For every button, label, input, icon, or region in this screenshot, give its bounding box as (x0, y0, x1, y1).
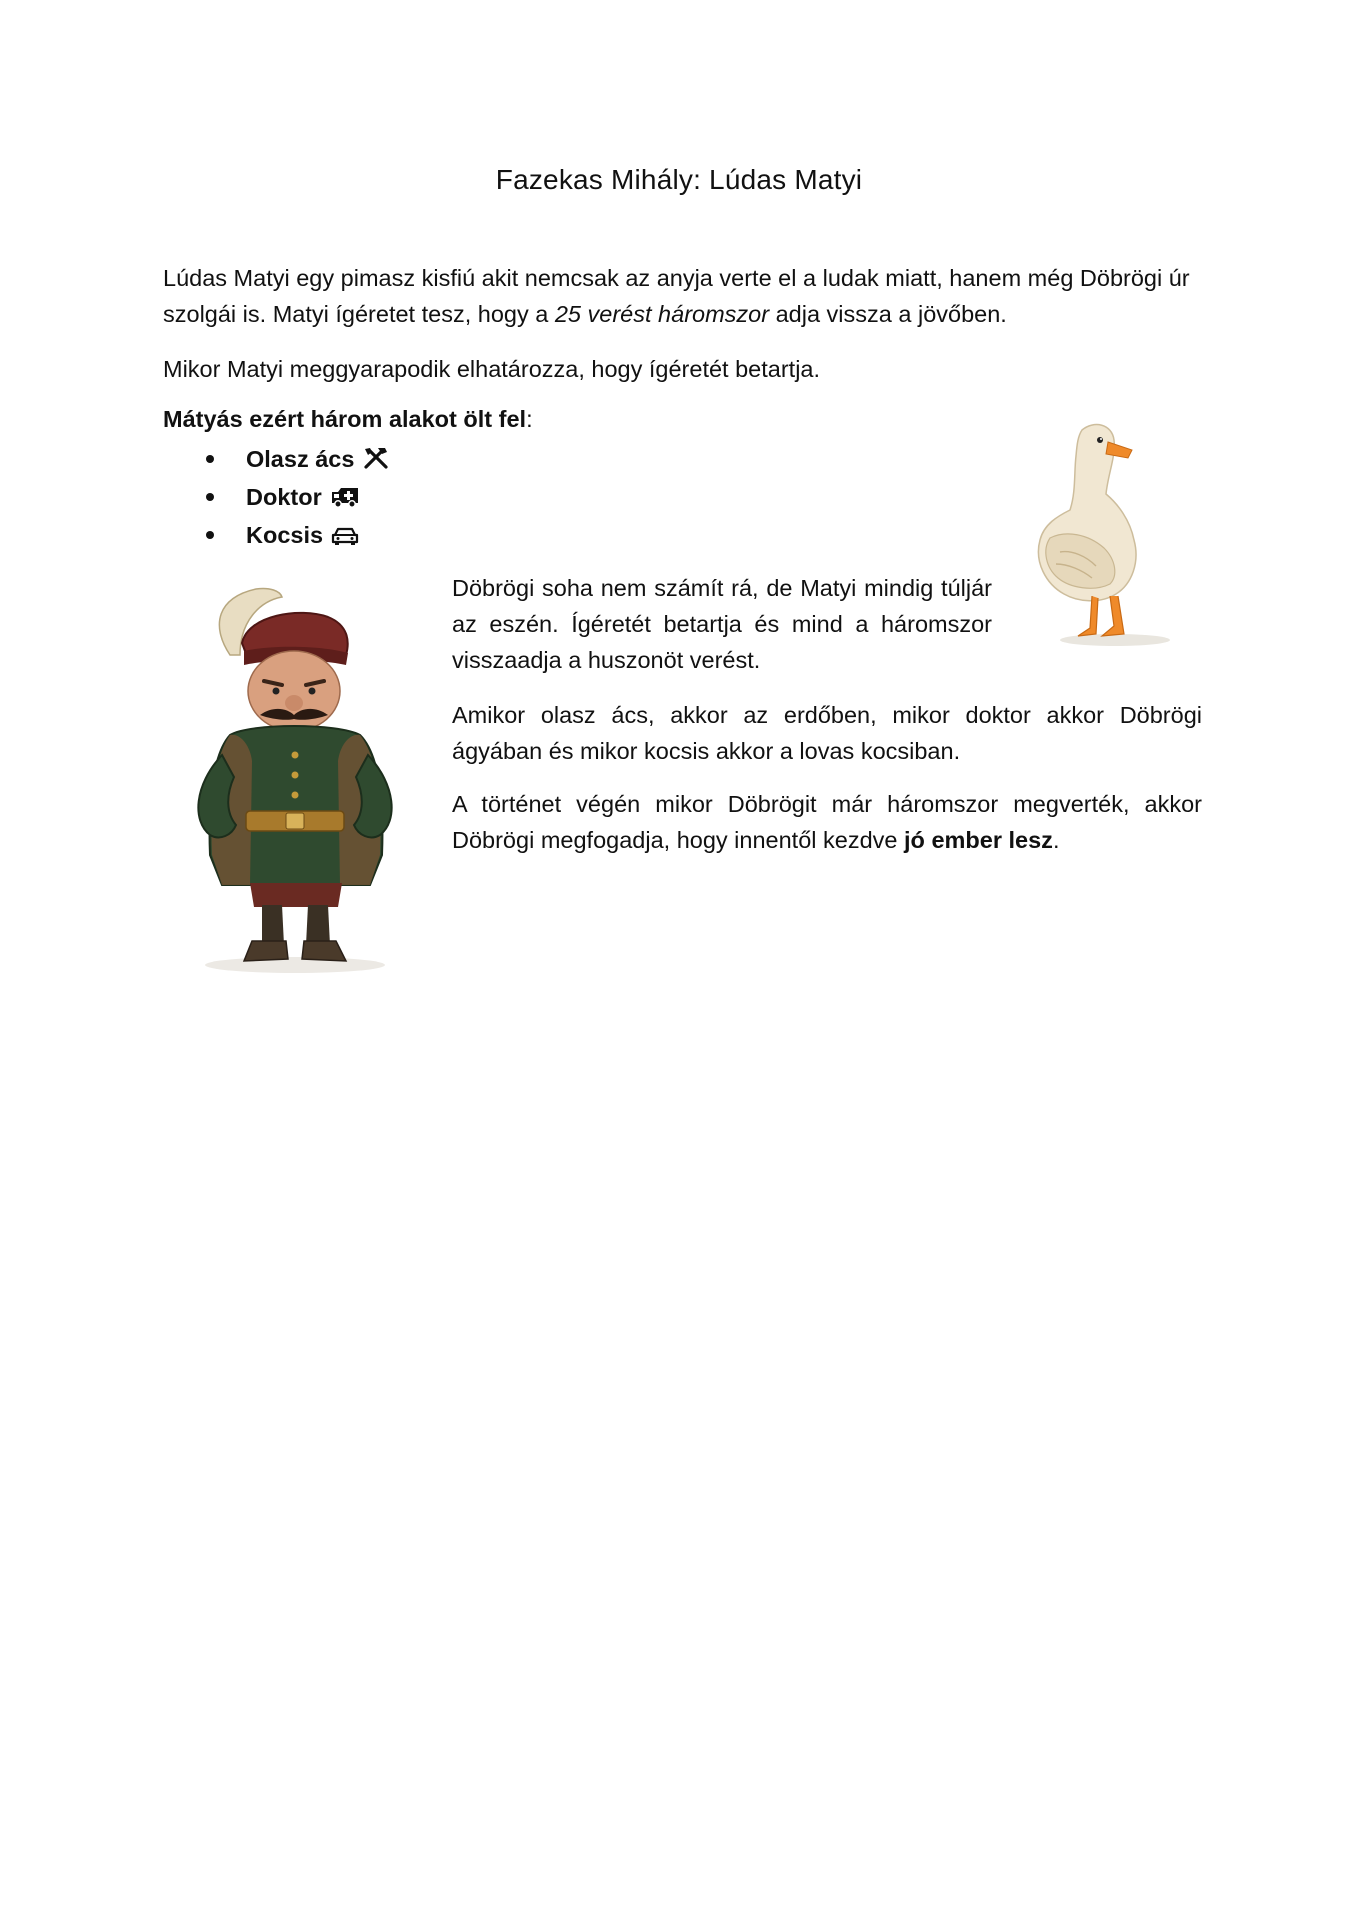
document-title: Fazekas Mihály: Lúdas Matyi (495, 164, 863, 195)
goose-illustration (1020, 412, 1180, 652)
list-heading-text: Mátyás ezért három alakot ölt fel (163, 406, 527, 432)
intro-text-1: Lúdas Matyi egy pimasz kisfiú akit nemcsak az anyja verte el a ludak miatt, hanem még Döbrögi úr szolgái is. Matyi ígéretet tesz, hogy a (163, 265, 1190, 327)
list-item (163, 478, 390, 516)
intro-text-2: adja vissza a jövőben. (769, 301, 1007, 327)
list-item (163, 440, 390, 478)
paragraph-5-text-2: . (1052, 827, 1060, 853)
list-heading-colon: : (526, 406, 533, 432)
paragraph-4: Amikor olasz ács, akkor az erdőben, mikor doktor akkor Döbrögi ágyában és mikor kocsis akkor a lovas kocsiban. (452, 702, 1202, 764)
paragraph-3: Döbrögi soha nem számít rá, de Matyi mindig túljár az eszén. Ígéretét betartja és mind a háromszor visszaadja a huszonöt verést. (452, 575, 992, 673)
paragraph-5-bold: jó ember lesz (904, 827, 1053, 853)
list-item (163, 516, 390, 554)
list-item-label: Doktor (246, 484, 322, 510)
forms-list (163, 440, 390, 554)
car-icon (331, 519, 359, 557)
intro-emphasis: 25 verést háromszor (554, 301, 770, 327)
tools-icon (362, 443, 390, 481)
list-item-label: Olasz ács (246, 446, 355, 472)
list-item-label: Kocsis (246, 522, 324, 548)
paragraph-2: Mikor Matyi meggyarapodik elhatározza, hogy ígéretét betartja. (163, 356, 821, 382)
ambulance-icon (330, 481, 360, 519)
list-heading (163, 406, 533, 433)
dobrogi-illustration (170, 585, 420, 975)
paragraph-5 (452, 786, 1202, 858)
intro-paragraph (163, 260, 1203, 332)
paragraph-5-text-1: A történet végén mikor Döbrögit már háromszor megverték, akkor Döbrögi megfogadja, hogy innentől kezdve (452, 791, 1202, 853)
